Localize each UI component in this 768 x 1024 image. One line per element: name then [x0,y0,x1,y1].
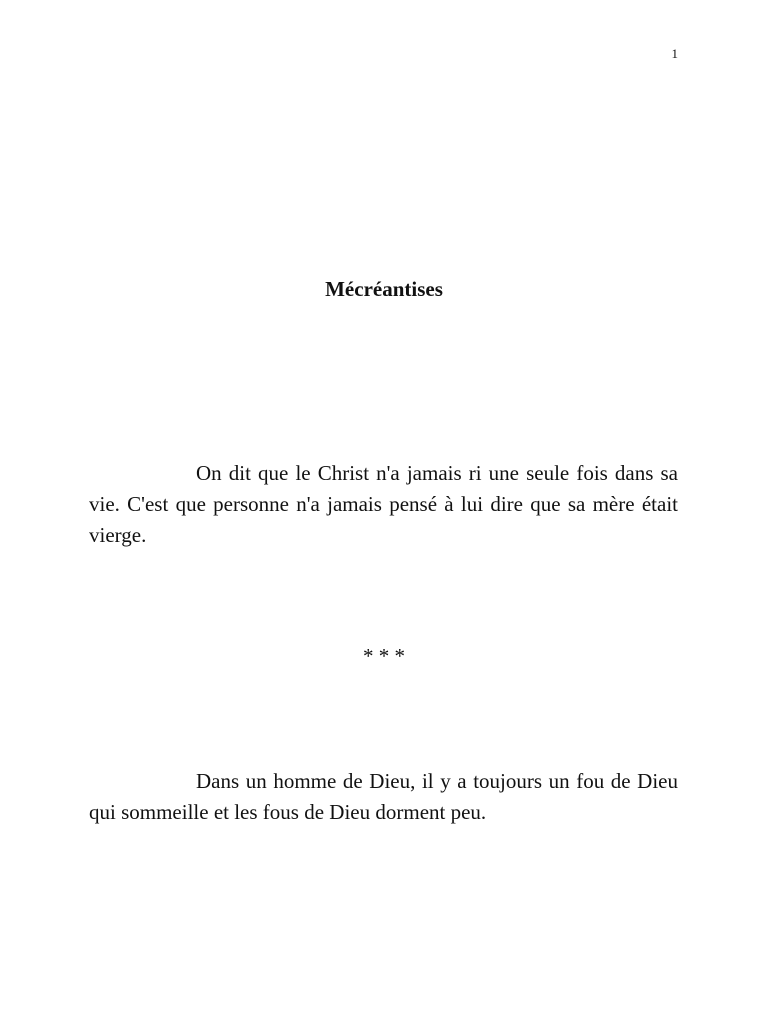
document-title: Mécréantises [325,277,443,301]
section-separator: * * * [363,644,405,668]
paragraph-2: Dans un homme de Dieu, il y a toujours un fou de Dieu qui sommeille et les fous de Dieu dorment peu. [89,769,678,824]
paragraph-1: On dit que le Christ n'a jamais ri une seule fois dans sa vie. C'est que personne n'a jamais pensé à lui dire que sa mère était vierge. [89,461,678,547]
page-number: 1 [671,46,678,61]
